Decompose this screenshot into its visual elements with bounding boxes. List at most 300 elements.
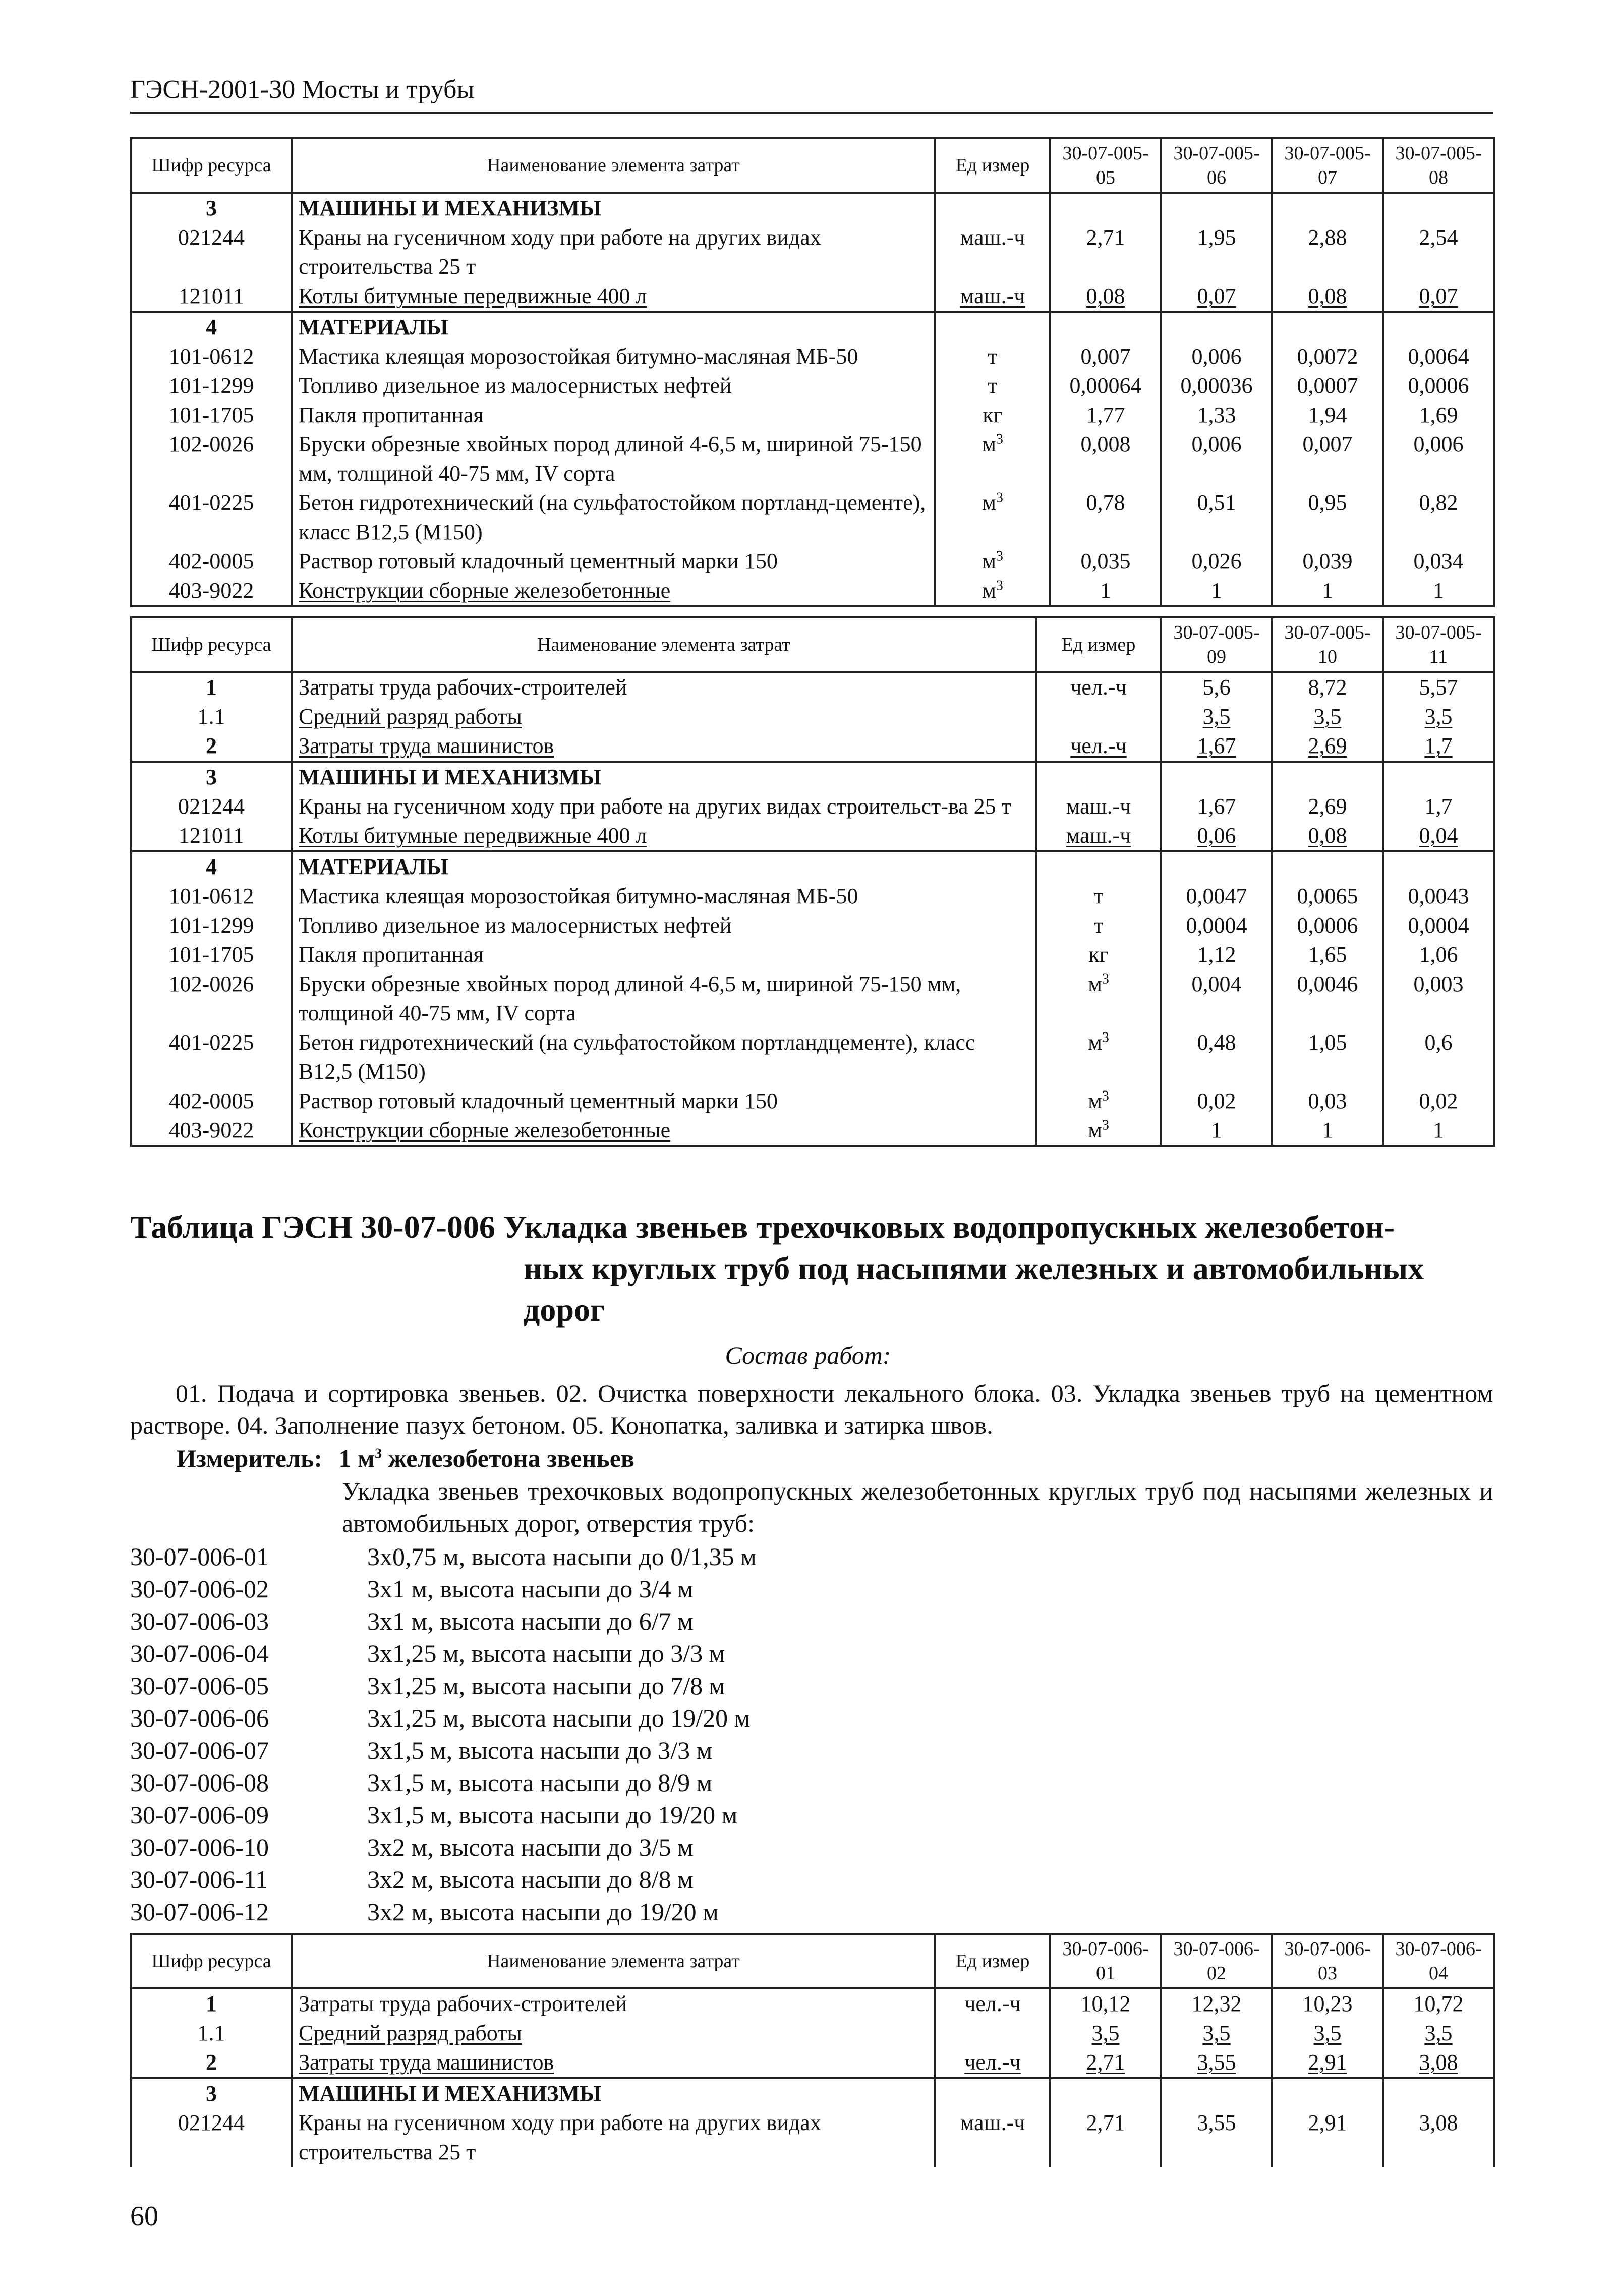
resource-code: 102-0026 [131, 969, 292, 1028]
resource-code: 021244 [131, 2108, 292, 2167]
measure-suffix: железобетона звеньев [388, 1444, 634, 1472]
resource-unit [1036, 851, 1161, 882]
norm-value [1272, 2048, 1383, 2078]
norm-value [1272, 281, 1383, 312]
norm-description: 3х2 м, высота насыпи до 19/20 м [367, 1898, 719, 1926]
table-row [131, 193, 1494, 223]
resource-unit [1036, 1028, 1161, 1086]
resource-name-text: Конструкции сборные железобетонные [299, 578, 671, 603]
norm-value: 0,00064 [1050, 371, 1161, 400]
norm-code: 30-07-006-08 [130, 1768, 269, 1797]
norm-value: 2,91 [1272, 2108, 1383, 2167]
resource-code: 402-0005 [131, 547, 292, 576]
resource-unit: кг [1036, 940, 1161, 969]
resource-name: Пакля пропитанная [292, 400, 935, 430]
resource-name [292, 576, 935, 606]
norm-value [1383, 2048, 1494, 2078]
table-row [131, 940, 1494, 969]
resource-code: 4 [131, 851, 292, 882]
section-title-line: Таблица ГЭСН 30-07-006 Укладка звеньев трехочковых водопропускных железобетон- [130, 1209, 1395, 1245]
norm-value: 0,006 [1161, 430, 1272, 488]
resource-code: 101-1299 [131, 371, 292, 400]
resource-name-text: Котлы битумные передвижные 400 л [299, 823, 647, 848]
norm-value [1161, 821, 1272, 851]
section-title-line: ных круглых труб под насыпями железных и автомобильных [524, 1250, 1424, 1286]
norm-code-item [130, 1766, 757, 1799]
norm-value: 1,33 [1161, 400, 1272, 430]
norm-value: 0,0072 [1272, 342, 1383, 371]
norm-description: 3х2 м, высота насыпи до 3/5 м [367, 1833, 694, 1861]
table-row [131, 400, 1494, 430]
resource-unit [1036, 762, 1161, 792]
norm-value: 0,6 [1383, 1028, 1494, 1086]
resource-code: 403-9022 [131, 1116, 292, 1146]
norm-value [1050, 312, 1161, 342]
norm-value-text: 3,08 [1419, 2050, 1458, 2075]
unit-text: м [1088, 1088, 1102, 1113]
resource-code: 1.1 [131, 2019, 292, 2048]
resource-name-text: Затраты труда машинистов [299, 733, 554, 758]
table-row [131, 882, 1494, 911]
resource-unit: кг [935, 400, 1050, 430]
norm-value: 0,0006 [1272, 911, 1383, 940]
norm-value [1383, 193, 1494, 223]
resource-unit [1036, 1086, 1161, 1116]
norm-value [1161, 312, 1272, 342]
resource-unit [1036, 731, 1161, 762]
table-row [131, 371, 1494, 400]
norm-code-item [130, 1605, 757, 1637]
norm-value: 0,039 [1272, 547, 1383, 576]
resource-name: Краны на гусеничном ходу при работе на других видах строительства 25 т [292, 2108, 935, 2167]
column-header-name: Наименование элемента затрат [292, 617, 1036, 672]
norm-value [1161, 762, 1272, 792]
unit-text: м [1088, 971, 1102, 996]
norm-description: 3х1,5 м, высота насыпи до 8/9 м [367, 1768, 713, 1797]
norm-value: 1,05 [1272, 1028, 1383, 1086]
table-row [131, 2078, 1494, 2108]
resource-name-text: Средний разряд работы [299, 704, 522, 729]
resource-name [292, 2019, 935, 2048]
column-header-norm: 30-07-005-10 [1272, 617, 1383, 672]
norm-value-text: 0,07 [1419, 283, 1458, 308]
resource-code: 121011 [131, 281, 292, 312]
table-row [131, 731, 1494, 762]
norm-value [1050, 2019, 1161, 2048]
column-header-norm: 30-07-005-11 [1383, 617, 1494, 672]
norm-value-text: 2,71 [1086, 2050, 1125, 2075]
resource-code: 401-0225 [131, 488, 292, 547]
unit-exponent: 3 [996, 548, 1003, 564]
norm-code: 30-07-006-09 [130, 1801, 269, 1829]
norm-value: 1,7 [1383, 792, 1494, 821]
norm-value: 1,69 [1383, 400, 1494, 430]
column-header-norm: 30-07-005-08 [1383, 138, 1494, 193]
resource-unit [935, 312, 1050, 342]
norm-value: 0,00036 [1161, 371, 1272, 400]
norm-value: 1 [1050, 576, 1161, 606]
norm-value: 0,02 [1161, 1086, 1272, 1116]
norm-description: 3х1,25 м, высота насыпи до 19/20 м [367, 1704, 751, 1732]
norm-value: 0,0047 [1161, 882, 1272, 911]
resource-unit: чел.-ч [1036, 672, 1161, 702]
measure-value-text: 1 м [338, 1444, 375, 1472]
resource-name: Краны на гусеничном ходу при работе на других видах строительства 25 т [292, 223, 935, 281]
resource-name: Раствор готовый кладочный цементный марки 150 [292, 1086, 1036, 1116]
norm-code-item [130, 1896, 757, 1928]
norm-value: 10,12 [1050, 1988, 1161, 2019]
running-header: ГЭСН-2001-30 Мосты и трубы [130, 75, 475, 104]
norm-value: 0,95 [1272, 488, 1383, 547]
unit-text: м [982, 549, 996, 573]
section-title: МАШИНЫ И МЕХАНИЗМЫ [292, 762, 1036, 792]
column-header-norm: 30-07-006-04 [1383, 1934, 1494, 1988]
resource-name [292, 1116, 1036, 1146]
table-row [131, 851, 1494, 882]
resource-code: 4 [131, 312, 292, 342]
norm-description: 3х2 м, высота насыпи до 8/8 м [367, 1865, 694, 1893]
table-row [131, 547, 1494, 576]
norm-value [1161, 2019, 1272, 2048]
resource-name [292, 2048, 935, 2078]
resource-name: Бетон гидротехнический (на сульфатостойком портланд-цементе), класс В12,5 (М150) [292, 488, 935, 547]
norm-value [1272, 731, 1383, 762]
resource-name [292, 281, 935, 312]
table-row [131, 969, 1494, 1028]
resource-name-text: Конструкции сборные железобетонные [299, 1118, 671, 1142]
norm-value [1383, 281, 1494, 312]
resource-code: 021244 [131, 792, 292, 821]
norm-value: 5,6 [1161, 672, 1272, 702]
norm-value: 0,004 [1161, 969, 1272, 1028]
intro-text: Укладка звеньев трехочковых водопропускных железобетонных круглых труб под насыпями железных и автомобильных дорог, отверстия труб: [342, 1477, 1493, 1537]
resource-name: Топливо дизельное из малосернистых нефтей [292, 911, 1036, 940]
norm-value [1161, 281, 1272, 312]
resource-name: Бетон гидротехнический (на сульфатостойком портландцементе), класс В12,5 (М150) [292, 1028, 1036, 1086]
norm-value [1272, 851, 1383, 882]
norm-value: 0,008 [1050, 430, 1161, 488]
norm-code-item [130, 1573, 757, 1605]
norm-value: 0,035 [1050, 547, 1161, 576]
norm-value-text: 2,69 [1308, 733, 1347, 758]
table-row [131, 312, 1494, 342]
measure-value [339, 1444, 382, 1472]
norm-value: 1,12 [1161, 940, 1272, 969]
resource-code: 3 [131, 2078, 292, 2108]
column-header-norm: 30-07-006-02 [1161, 1934, 1272, 1988]
resource-unit: маш.-ч [1036, 792, 1161, 821]
composition-text: 01. Подача и сортировка звеньев. 02. Очистка поверхности лекального блока. 03. Укладка звеньев труб на цементном растворе. 04. Заполнение пазух бетоном. 05. Конопатка, заливка и затирка швов. [130, 1379, 1493, 1440]
resource-unit [1036, 1116, 1161, 1146]
norm-value: 1,77 [1050, 400, 1161, 430]
resource-unit: маш.-ч [935, 2108, 1050, 2167]
column-header-norm: 30-07-005-07 [1272, 138, 1383, 193]
norm-code: 30-07-006-04 [130, 1639, 269, 1668]
norm-value-text: 0,06 [1197, 823, 1236, 848]
column-header-norm: 30-07-005-06 [1161, 138, 1272, 193]
norm-value: 10,23 [1272, 1988, 1383, 2019]
resource-name [292, 821, 1036, 851]
norm-value-text: 3,5 [1091, 2021, 1120, 2045]
resource-unit: т [1036, 882, 1161, 911]
norm-value: 10,72 [1383, 1988, 1494, 2019]
table-row [131, 1086, 1494, 1116]
column-header-norm: 30-07-006-01 [1050, 1934, 1161, 1988]
column-header-unit: Ед измер [935, 1934, 1050, 1988]
resource-code: 2 [131, 2048, 292, 2078]
norm-value: 0,02 [1383, 1086, 1494, 1116]
norm-value-text: 1,67 [1197, 733, 1236, 758]
norm-value [1161, 2078, 1272, 2108]
norm-value [1050, 193, 1161, 223]
resource-unit [935, 547, 1050, 576]
norm-value: 1 [1383, 1116, 1494, 1146]
resource-name-text: Средний разряд работы [299, 2021, 522, 2045]
norm-value: 1 [1383, 576, 1494, 606]
resource-code: 1.1 [131, 702, 292, 731]
resource-code: 121011 [131, 821, 292, 851]
norm-value: 5,57 [1383, 672, 1494, 702]
resource-unit [1036, 821, 1161, 851]
unit-text: м [1088, 1030, 1102, 1055]
resource-name: Пакля пропитанная [292, 940, 1036, 969]
resource-code: 101-0612 [131, 882, 292, 911]
section-title: МАШИНЫ И МЕХАНИЗМЫ [292, 193, 935, 223]
section-title: МАШИНЫ И МЕХАНИЗМЫ [292, 2078, 935, 2108]
norm-value: 1 [1272, 576, 1383, 606]
norm-value: 1 [1161, 576, 1272, 606]
norm-value [1383, 762, 1494, 792]
norm-description: 3х1,5 м, высота насыпи до 3/3 м [367, 1736, 713, 1764]
norm-value [1272, 312, 1383, 342]
norm-value-text: 0,07 [1197, 283, 1236, 308]
resource-unit [935, 2078, 1050, 2108]
unit-exponent: 3 [996, 578, 1003, 594]
norm-value [1050, 2078, 1161, 2108]
resource-name: Топливо дизельное из малосернистых нефтей [292, 371, 935, 400]
table-row [131, 2108, 1494, 2167]
norm-value: 2,54 [1383, 223, 1494, 281]
unit-exponent: 3 [1102, 1117, 1109, 1133]
norm-code: 30-07-006-05 [130, 1672, 269, 1700]
norm-value: 0,48 [1161, 1028, 1272, 1086]
norm-value: 0,026 [1161, 547, 1272, 576]
norm-value-text: 1,7 [1424, 733, 1453, 758]
measure-exponent: 3 [375, 1446, 382, 1462]
norm-value: 0,0006 [1383, 371, 1494, 400]
norm-value: 0,82 [1383, 488, 1494, 547]
resource-unit [935, 488, 1050, 547]
resource-unit [935, 2048, 1050, 2078]
unit-text: м [982, 490, 996, 515]
norm-description: 3х1 м, высота насыпи до 3/4 м [367, 1575, 694, 1603]
table-row [131, 2048, 1494, 2078]
page-number: 60 [130, 2201, 158, 2232]
norm-code-item [130, 1637, 757, 1670]
resource-unit-text: чел.-ч [1070, 733, 1127, 758]
norm-value: 0,007 [1050, 342, 1161, 371]
resource-code: 1 [131, 672, 292, 702]
resource-name [292, 731, 1036, 762]
norm-description: 3х0,75 м, высота насыпи до 0/1,35 м [367, 1542, 757, 1571]
column-header-norm: 30-07-006-03 [1272, 1934, 1383, 1988]
resource-name-text: Котлы битумные передвижные 400 л [299, 283, 647, 308]
section-title [130, 1207, 1493, 1331]
norm-code: 30-07-006-02 [130, 1575, 269, 1603]
norm-value-text: 3,5 [1424, 2021, 1453, 2045]
norm-value [1161, 193, 1272, 223]
section-title: МАТЕРИАЛЫ [292, 851, 1036, 882]
norm-code-list [130, 1540, 757, 1928]
table-row [131, 1028, 1494, 1086]
norm-value-text: 0,08 [1308, 283, 1347, 308]
resource-unit-text: маш.-ч [1066, 823, 1131, 848]
resource-name: Раствор готовый кладочный цементный марки 150 [292, 547, 935, 576]
norm-value: 2,88 [1272, 223, 1383, 281]
resource-name: Мастика клеящая морозостойкая битумно-масляная МБ-50 [292, 342, 935, 371]
resource-unit [935, 430, 1050, 488]
norm-value: 1 [1272, 1116, 1383, 1146]
norm-value-text: 3,5 [1202, 2021, 1231, 2045]
norm-value-text: 3,5 [1424, 704, 1453, 729]
unit-text: м [982, 432, 996, 456]
norm-description: 3х1 м, высота насыпи до 6/7 м [367, 1607, 694, 1635]
norm-description: 3х1,25 м, высота насыпи до 7/8 м [367, 1672, 725, 1700]
table-row [131, 672, 1494, 702]
table-row [131, 911, 1494, 940]
norm-value: 0,0065 [1272, 882, 1383, 911]
resource-code: 102-0026 [131, 430, 292, 488]
resource-table-1 [130, 137, 1495, 607]
table-row [131, 821, 1494, 851]
norm-value [1383, 851, 1494, 882]
resource-name-text: Затраты труда машинистов [299, 2050, 554, 2075]
norm-value [1383, 2078, 1494, 2108]
column-header-norm: 30-07-005-09 [1161, 617, 1272, 672]
norm-value: 0,0043 [1383, 882, 1494, 911]
resource-code: 3 [131, 762, 292, 792]
norm-value: 1 [1161, 1116, 1272, 1146]
norm-value: 0,003 [1383, 969, 1494, 1028]
resource-unit [935, 281, 1050, 312]
norm-value [1272, 2078, 1383, 2108]
norm-value [1383, 702, 1494, 731]
unit-text: м [1088, 1118, 1102, 1142]
norm-value: 0,0064 [1383, 342, 1494, 371]
norm-value: 0,0004 [1383, 911, 1494, 940]
table-row [131, 2019, 1494, 2048]
resource-unit: т [935, 342, 1050, 371]
column-header-name: Наименование элемента затрат [292, 1934, 935, 1988]
norm-value: 3,08 [1383, 2108, 1494, 2167]
unit-exponent: 3 [1102, 1029, 1109, 1046]
table-row [131, 576, 1494, 606]
header-rule [130, 112, 1493, 114]
resource-unit [935, 193, 1050, 223]
resource-code: 1 [131, 1988, 292, 2019]
resource-code: 2 [131, 731, 292, 762]
column-header-code: Шифр ресурса [131, 138, 292, 193]
norm-value: 12,32 [1161, 1988, 1272, 2019]
norm-value [1272, 821, 1383, 851]
norm-code: 30-07-006-11 [130, 1865, 268, 1893]
table-row [131, 488, 1494, 547]
resource-name: Бруски обрезные хвойных пород длиной 4-6,5 м, шириной 75-150 мм, толщиной 40-75 мм, IV сорта [292, 969, 1036, 1028]
measure-line [177, 1444, 634, 1473]
norm-value [1383, 821, 1494, 851]
column-header-code: Шифр ресурса [131, 1934, 292, 1988]
table-row [131, 702, 1494, 731]
table-row [131, 792, 1494, 821]
norm-code-item [130, 1831, 757, 1863]
norm-value: 2,71 [1050, 2108, 1161, 2167]
norm-value: 0,0004 [1161, 911, 1272, 940]
norm-value [1050, 2048, 1161, 2078]
norm-value [1272, 762, 1383, 792]
norm-value: 0,034 [1383, 547, 1494, 576]
table-row [131, 342, 1494, 371]
norm-description: 3х1,25 м, высота насыпи до 3/3 м [367, 1639, 725, 1668]
norm-code-item [130, 1670, 757, 1702]
unit-text: м [982, 578, 996, 603]
table-row [131, 281, 1494, 312]
norm-value [1161, 702, 1272, 731]
norm-value [1272, 702, 1383, 731]
norm-value: 0,006 [1383, 430, 1494, 488]
resource-code: 403-9022 [131, 576, 292, 606]
norm-value-text: 0,08 [1308, 823, 1347, 848]
norm-value: 1,67 [1161, 792, 1272, 821]
norm-value: 1,94 [1272, 400, 1383, 430]
norm-value: 3,55 [1161, 2108, 1272, 2167]
resource-code: 101-1705 [131, 940, 292, 969]
norm-value: 0,006 [1161, 342, 1272, 371]
norm-value: 1,95 [1161, 223, 1272, 281]
unit-exponent: 3 [1102, 1088, 1109, 1104]
unit-exponent: 3 [996, 431, 1003, 447]
resource-name: Бруски обрезные хвойных пород длиной 4-6,5 м, шириной 75-150 мм, толщиной 40-75 мм, IV сорта [292, 430, 935, 488]
norm-code-item [130, 1734, 757, 1766]
column-header-code: Шифр ресурса [131, 617, 292, 672]
resource-unit-text: маш.-ч [960, 283, 1025, 308]
norm-value-text: 0,08 [1086, 283, 1125, 308]
norm-value: 0,0007 [1272, 371, 1383, 400]
resource-name: Затраты труда рабочих-строителей [292, 672, 1036, 702]
resource-code: 101-1705 [131, 400, 292, 430]
norm-value [1161, 2048, 1272, 2078]
resource-unit [1036, 969, 1161, 1028]
norm-value: 1,65 [1272, 940, 1383, 969]
norm-value-text: 3,5 [1202, 704, 1231, 729]
norm-value [1050, 281, 1161, 312]
composition-heading: Состав работ: [725, 1341, 891, 1369]
resource-unit [1036, 702, 1161, 731]
table-row [131, 1116, 1494, 1146]
resource-table-2 [130, 616, 1495, 1147]
resource-code: 101-0612 [131, 342, 292, 371]
norm-code: 30-07-006-03 [130, 1607, 269, 1635]
norm-value: 0,78 [1050, 488, 1161, 547]
norm-value-text: 2,91 [1308, 2050, 1347, 2075]
norm-value: 2,69 [1272, 792, 1383, 821]
norm-value [1272, 193, 1383, 223]
norm-code-item [130, 1540, 757, 1573]
norm-code: 30-07-006-06 [130, 1704, 269, 1732]
norm-value [1383, 2019, 1494, 2048]
resource-table-3 [130, 1933, 1495, 2167]
column-header-unit: Ед измер [935, 138, 1050, 193]
resource-code: 3 [131, 193, 292, 223]
